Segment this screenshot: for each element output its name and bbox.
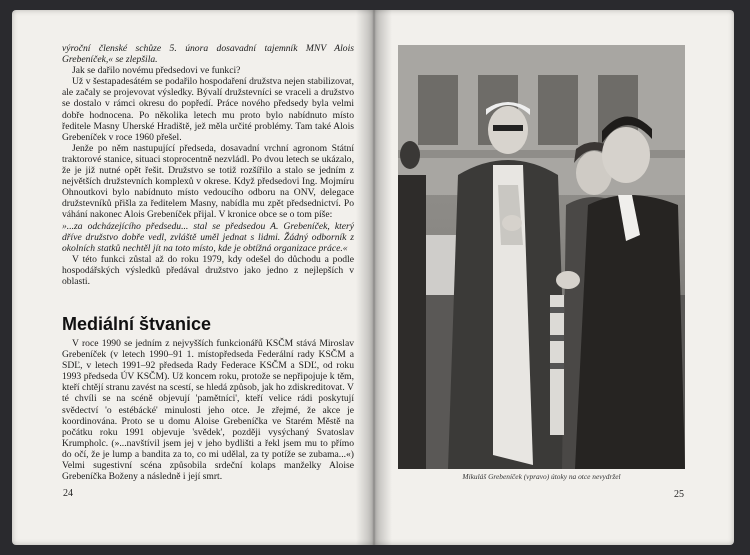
section-heading: Mediální štvanice [62,314,212,334]
photo-caption: Mikuláš Grebeníček (vpravo) útoky na otce nevydržel [462,472,621,481]
page-number-left: 24 [63,488,73,499]
paragraph: V této funkci zůstal až do roku 1979, kdy odešel do důchodu a podle hospodářských výsledků předával družstvo jako jedno z nejlepších v oblasti. [62,253,354,287]
photo-image [398,45,685,469]
paragraph: Jak se dařilo novému předsedovi ve funkci? [72,65,241,77]
photograph [398,45,685,469]
paragraph: Už v šestapadesátém se podařilo hospodaření družstva nejen stabilizovat, ale začaly se projevovat výsledky. Bývalí družstevníci se vraceli a družstvo se dostalo v rámci okresu do popředí. Práce nového předsedy byla velmi dobře hodnocena. Po několika letech mu proto bylo nabídnuto místo ředitele Masny Uherské Hradiště, jež měla určité problémy. Tam také Alois Grebeníček v roce 1960 přešel. [62,76,354,143]
left-page-text-top [62,43,354,287]
book-gutter [356,10,392,545]
paragraph: výroční členské schůze 5. února dosavadní tajemník MNV Alois Grebeníček,« se zlepšila. [62,43,354,66]
page-number-right: 25 [674,489,684,500]
paragraph: »...za odcházejícího předsedu... stal se předsedou A. Grebeníček, který dříve družstvo dobře vedl, zvláště uměl jednat s lidmi. Žádný odborník z okolních statků nechtěl jít na toto místo, kde je obtížná organizace práce.« [62,220,354,254]
left-page-text-bottom [62,338,354,482]
paragraph: V roce 1990 se jedním z nejvyšších funkcionářů KSČM stává Miroslav Grebeníček (v letech 1990–91 1. místopředseda Federální rady KSČM a SDĽ, v letech 1991–92 předseda Rady Federace KSČM a SDĽ, od roku 1993 předseda ÚV KSČM). Už koncem roku, protože se nepřipojuje k těm, kteří chtějí stranu zavést na scestí, se hledá způsob, jak ho zdiskreditovat. V té chvíli se na scéně objevují 'pamětníci', kteří velice rádi poskytují svědectví 'o estébácké' minulosti jeho otce. Je zřejmé, že akce je koordinována. Proto se u domu Aloise Grebeníčka ve Starém Městě na počátku roku 1991 objevuje 'svědek', později vysýchaný Svatoslav Krumpholc. (»...navštívil jsem jej v jeho bydlišti a řekl jsem mu to přímo do očí, že je lump a bandita za to, co mi udělal, za ty potíže se zubama...«) Velmi sugestivní scéna způsobila srdeční kolaps manželky Aloise Grebeníčka Boženy a následně i její smrt. [62,338,354,483]
paragraph: Jenže po něm nastupující předseda, dosavadní vrchní agronom Státní traktorové stanice, situaci stoprocentně nezvládl. Po dvou letech se ukázalo, že je již nutné opět řešit. Družstvo se totiž rozšířilo a stalo se jedním z největších družstevních komplexů v okrese. Když předsedovi Ing. Mojmíru Ohnoutkovi bylo nabídnuto místo vedoucího odboru na ONV, delegace družstevníků přišla za ředitelem Masny, nabídla mu zpět předsednictví. Po váhání nakonec Alois Grebeníček přijal. V kronice obce se o tom píše: [62,142,354,221]
